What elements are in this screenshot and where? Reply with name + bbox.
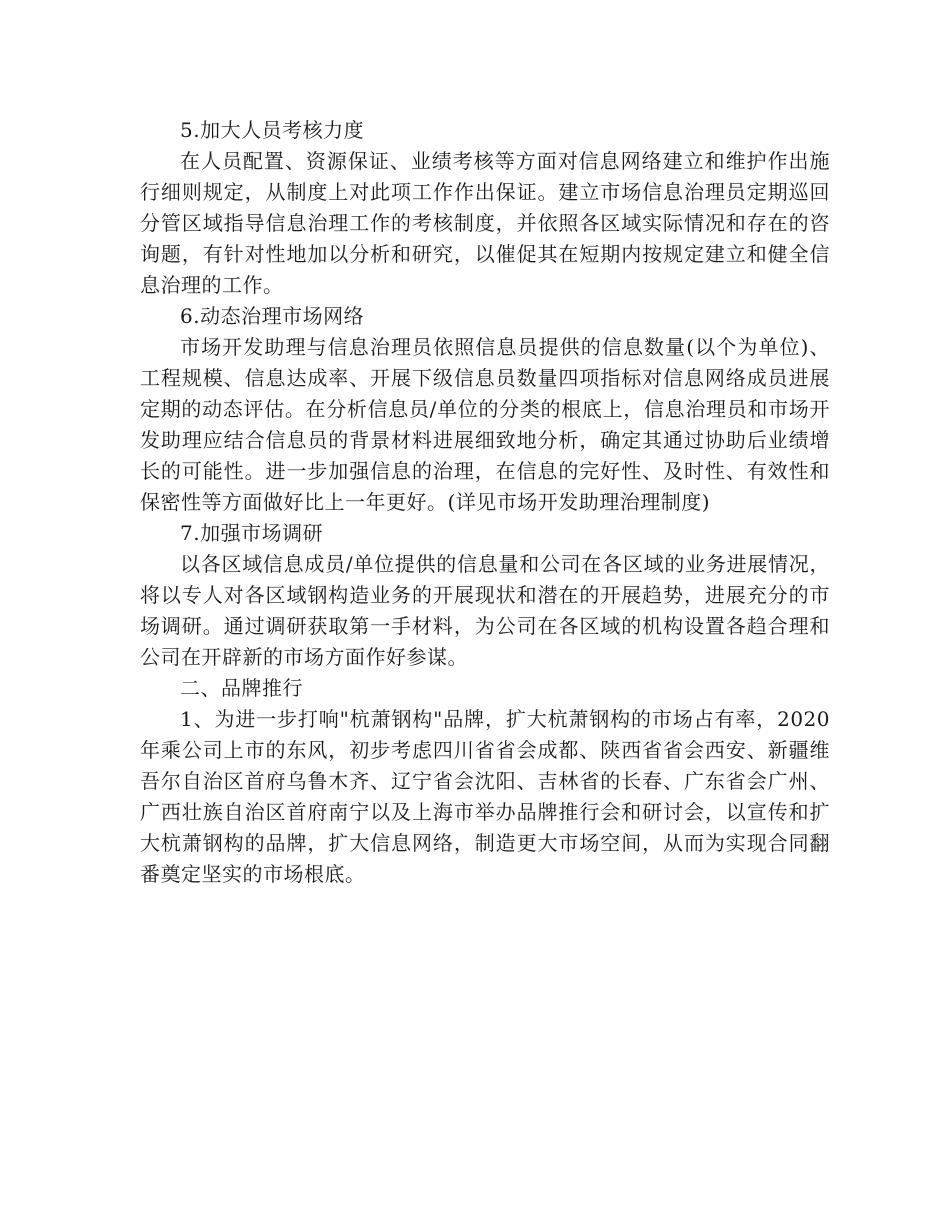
section-heading: 5.加大人员考核力度: [180, 118, 365, 142]
section-heading: 6.动态治理市场网络: [180, 304, 365, 328]
section-heading: 二、品牌推行: [180, 676, 303, 700]
body-paragraph: 市场开发助理与信息治理员依照信息员提供的信息数量(以个为单位)、工程规模、信息达成率、开展下级信息员数量四项指标对信息网络成员进展定期的动态评估。在分析信息员/单位的分类的根底上，信息治理员和市场开发助理应结合信息员的背景材料进展细致地分析，确定其通过协助后业绩增长的可能性。进一步加强信息的治理，在信息的完好性、及时性、有效性和保密性等方面做好比上一年更好。(详见市场开发助理治理制度): [140, 335, 830, 514]
section-heading: 7.加强市场调研: [180, 521, 324, 545]
body-paragraph: 以各区域信息成员/单位提供的信息量和公司在各区域的业务进展情况，将以专人对各区域钢构造业务的开展现状和潜在的开展趋势，进展充分的市场调研。通过调研获取第一手材料，为公司在各区域的机构设置各趋合理和公司在开辟新的市场方面作好参谋。: [140, 552, 830, 669]
document-body: [140, 115, 830, 890]
body-paragraph: 1、为进一步打响"杭萧钢构"品牌，扩大杭萧钢构的市场占有率，2020年乘公司上市的东风，初步考虑四川省省会成都、陕西省省会西安、新疆维吾尔自治区首府乌鲁木齐、辽宁省会沈阳、吉林省的长春、广东省会广州、广西壮族自治区首府南宁以及上海市举办品牌推行会和研讨会，以宣传和扩大杭萧钢构的品牌，扩大信息网络，制造更大市场空间，从而为实现合同翻番奠定坚实的市场根底。: [140, 707, 830, 886]
body-paragraph: 在人员配置、资源保证、业绩考核等方面对信息网络建立和维护作出施行细则规定，从制度上对此项工作作出保证。建立市场信息治理员定期巡回分管区域指导信息治理工作的考核制度，并依照各区域实际情况和存在的咨询题，有针对性地加以分析和研究，以催促其在短期内按规定建立和健全信息治理的工作。: [140, 149, 830, 297]
